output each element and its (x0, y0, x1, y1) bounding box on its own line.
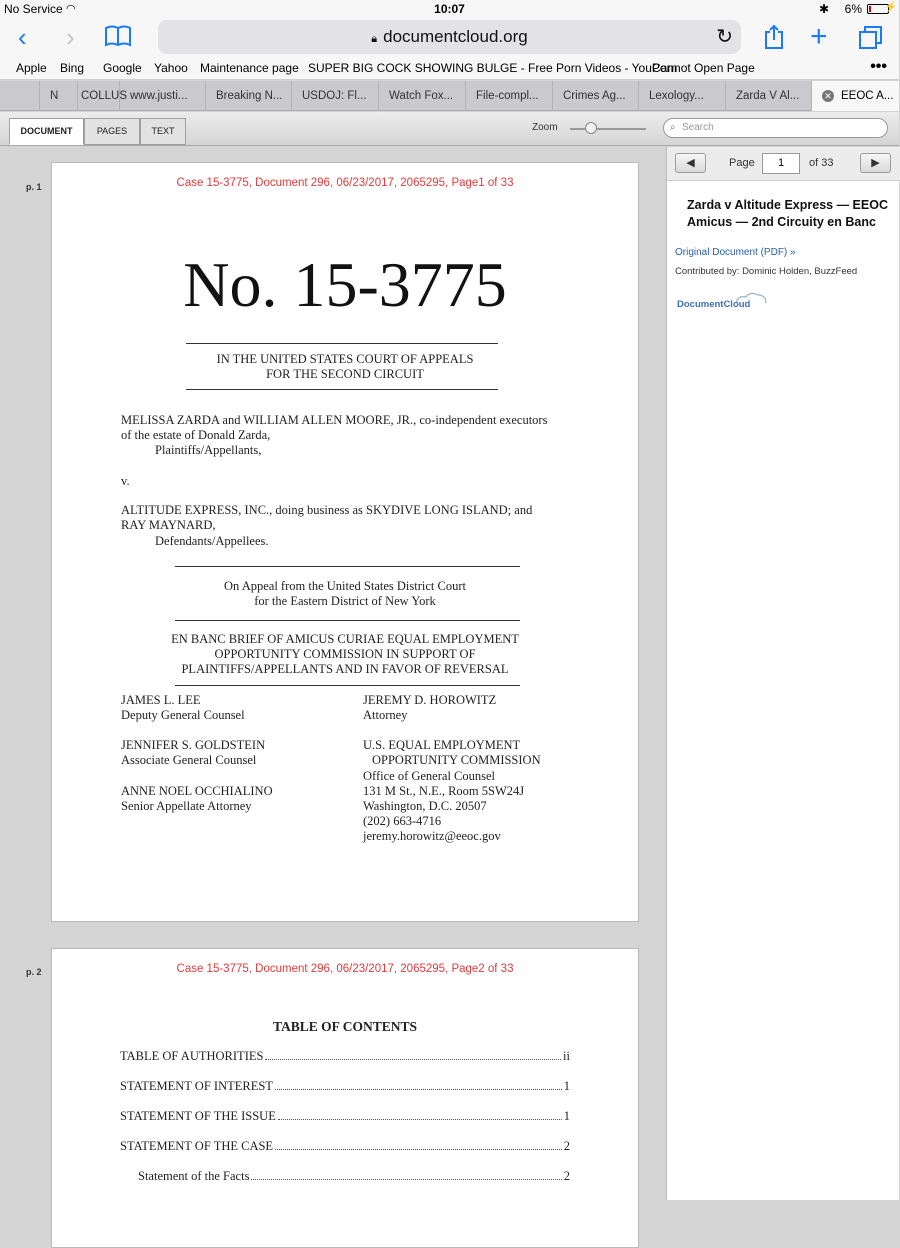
carrier-label: No Service (4, 2, 63, 16)
browser-tab[interactable] (119, 81, 205, 111)
defendants: ALTITUDE EXPRESS, INC., doing business as SKYDIVE LONG ISLAND; and (121, 503, 533, 517)
bookmark-item[interactable]: Apple (16, 61, 47, 75)
toc-label: TABLE OF AUTHORITIES (120, 1049, 264, 1063)
counsel-name: JEREMY D. HOROWITZ (363, 693, 497, 707)
reload-icon[interactable]: ↻ (716, 26, 733, 48)
toc-title: TABLE OF CONTENTS (272, 1019, 418, 1034)
toc-leader (275, 1079, 562, 1090)
toc-label: STATEMENT OF THE ISSUE (120, 1109, 276, 1123)
bookmarks-bar (0, 58, 899, 80)
counsel-title: Associate General Counsel (121, 753, 257, 767)
agency-address: Washington, D.C. 20507 (363, 799, 487, 813)
tab-title: Watch Fox... (389, 90, 454, 102)
bookmark-item[interactable]: Cannot Open Page (652, 61, 755, 75)
clock: 10:07 (434, 2, 465, 16)
toc-entry (138, 1169, 570, 1184)
browser-tab[interactable] (39, 81, 77, 111)
tab-document[interactable]: DOCUMENT (9, 118, 84, 145)
case-header: Case 15-3775, Document 296, 06/23/2017, 2065295, Page2 of 33 (176, 963, 514, 975)
close-tab-icon[interactable]: ✕ (822, 90, 834, 102)
new-tab-icon[interactable]: + (810, 20, 828, 53)
appeal-line: for the Eastern District of New York (254, 594, 436, 608)
page-label: Page (729, 157, 755, 169)
browser-tab[interactable] (378, 81, 465, 111)
page-label: p. 1 (26, 182, 42, 192)
toc-label: Statement of the Facts (138, 1169, 250, 1183)
browser-tab[interactable] (291, 81, 378, 111)
court-line: FOR THE SECOND CIRCUIT (266, 367, 424, 381)
tab-title: Lexology... (649, 90, 704, 102)
bookmark-item[interactable]: Bing (60, 61, 85, 75)
tab-title: File-compl... (476, 90, 539, 102)
toc-page: ii (563, 1049, 570, 1063)
bookmark-item[interactable]: Maintenance page (200, 61, 299, 75)
toc-leader (251, 1169, 561, 1180)
toc-page: 1 (563, 1079, 570, 1093)
toc-entry (120, 1139, 570, 1154)
logo-text: DocumentCloud (677, 299, 751, 310)
plaintiffs: MELISSA ZARDA and WILLIAM ALLEN MOORE, JR., co-independent executors (121, 413, 548, 427)
back-icon[interactable]: ‹ (18, 22, 27, 52)
tab-strip (0, 81, 899, 111)
agency-name: U.S. EQUAL EMPLOYMENT (363, 738, 521, 752)
url-text: documentcloud.org (383, 27, 528, 46)
divider (186, 389, 498, 390)
counsel-title: Senior Appellate Attorney (121, 799, 252, 813)
browser-tab[interactable] (552, 81, 638, 111)
forward-icon[interactable]: › (66, 22, 75, 52)
tab-title: USDOJ: Fl... (302, 90, 367, 102)
brief-title: PLAINTIFFS/APPELLANTS AND IN FAVOR OF REVERSAL (181, 662, 509, 676)
browser-tab[interactable] (725, 81, 811, 111)
agency-address: 131 M St., N.E., Room 5SW24J (363, 784, 525, 798)
plaintiffs-role: Plaintiffs/Appellants, (155, 443, 262, 457)
agency-name: OPPORTUNITY COMMISSION (372, 753, 541, 767)
bluetooth-icon: ✱ (818, 2, 829, 16)
document-sidebar (666, 147, 899, 1200)
counsel-title: Deputy General Counsel (121, 708, 245, 722)
original-document-link[interactable]: Original Document (PDF) » (675, 247, 796, 258)
tab-title: N (50, 90, 59, 102)
divider (175, 566, 520, 567)
next-page-button[interactable]: ▶ (860, 153, 891, 173)
charging-icon: ⚡ (884, 2, 897, 13)
wifi-icon: ◠ (66, 3, 76, 15)
toc-page: 1 (563, 1109, 570, 1123)
bookmark-item[interactable]: SUPER BIG COCK SHOWING BULGE - Free Porn Videos - YouPorn (308, 61, 678, 75)
toc-entry (120, 1079, 570, 1094)
document-pages[interactable] (0, 147, 666, 1200)
document-title: Zarda v Altitude Express — EEOC Amicus — 2nd Circuity en Banc (687, 198, 888, 229)
counsel-title: Attorney (363, 708, 408, 722)
agency-office: Office of General Counsel (363, 769, 496, 783)
court-line: IN THE UNITED STATES COURT OF APPEALS (216, 352, 474, 366)
bookmarks-icon[interactable] (104, 24, 132, 54)
lock-icon: 🔒︎ (371, 33, 378, 45)
toc-label: STATEMENT OF THE CASE (120, 1139, 274, 1153)
brief-title: OPPORTUNITY COMMISSION IN SUPPORT OF (214, 647, 476, 661)
toc-entry (120, 1049, 570, 1064)
page-label: p. 2 (26, 967, 42, 977)
counsel-name: ANNE NOEL OCCHIALINO (121, 784, 273, 798)
zoom-label: Zoom (532, 122, 558, 133)
battery-percent: 6% (844, 2, 862, 16)
address-bar[interactable] (158, 20, 741, 54)
page-navigator (667, 147, 900, 181)
contributor: Contributed by: Dominic Holden, BuzzFeed (675, 266, 858, 277)
tab-title: Crimes Ag... (563, 90, 626, 102)
zoom-slider-track[interactable] (570, 128, 646, 130)
toc-entry (120, 1109, 570, 1124)
page-number-input[interactable]: 1 (762, 153, 800, 174)
browser-tab[interactable] (77, 81, 128, 111)
more-icon[interactable]: ••• (870, 58, 887, 75)
divider (175, 685, 520, 686)
browser-tab[interactable] (465, 81, 552, 111)
page-count: of 33 (809, 157, 834, 169)
plaintiffs: of the estate of Donald Zarda, (121, 428, 271, 442)
toc-leader (275, 1139, 562, 1150)
defendants-role: Defendants/Appellees. (155, 534, 269, 548)
zoom-slider-handle[interactable] (585, 122, 597, 134)
status-bar (0, 0, 899, 18)
tab-title: COLLUS (81, 90, 128, 102)
case-header: Case 15-3775, Document 296, 06/23/2017, 2065295, Page1 of 33 (176, 177, 514, 189)
counsel-name: JAMES L. LEE (121, 693, 201, 707)
case-number: No. 15-3775 (183, 249, 507, 320)
agency-email: jeremy.horowitz@eeoc.gov (363, 829, 501, 843)
toc-leader (278, 1109, 562, 1120)
tab-pages[interactable]: PAGES (84, 118, 140, 145)
documentcloud-logo[interactable] (676, 291, 771, 313)
tab-title: www.justi... (130, 90, 188, 102)
search-icon: ⌕ (670, 122, 676, 133)
bookmark-item[interactable]: Google (103, 61, 142, 75)
agency-phone: (202) 663-4716 (363, 814, 442, 828)
toc-label: STATEMENT OF INTEREST (120, 1079, 273, 1093)
appeal-line: On Appeal from the United States District Court (224, 579, 466, 593)
bookmark-item[interactable]: Yahoo (154, 61, 188, 75)
previous-page-button[interactable]: ◀ (675, 153, 706, 173)
browser-tab-active[interactable] (811, 81, 899, 111)
tab-title: Zarda V Al... (736, 90, 800, 102)
divider (175, 620, 520, 621)
browser-tab[interactable] (205, 81, 291, 111)
toc-page: 2 (563, 1139, 570, 1153)
toc-page: 2 (563, 1169, 570, 1183)
toc-leader (265, 1049, 561, 1060)
tab-title: EEOC A... (841, 90, 894, 102)
search-placeholder: Search (682, 122, 714, 133)
viewer-toolbar (0, 112, 899, 146)
browser-tab[interactable] (638, 81, 725, 111)
document-page (51, 162, 639, 922)
versus: v. (121, 474, 130, 488)
counsel-name: JENNIFER S. GOLDSTEIN (121, 738, 266, 752)
tab-text[interactable]: TEXT (140, 118, 186, 145)
browser-toolbar (0, 18, 899, 58)
defendants: RAY MAYNARD, (121, 518, 216, 532)
divider (186, 343, 498, 344)
tab-title: Breaking N... (216, 90, 283, 102)
document-page (51, 948, 639, 1248)
tabs-icon[interactable] (858, 24, 884, 54)
share-icon[interactable] (764, 24, 784, 54)
search-input[interactable] (663, 118, 888, 138)
brief-title: EN BANC BRIEF OF AMICUS CURIAE EQUAL EMPLOYMENT (171, 632, 519, 646)
